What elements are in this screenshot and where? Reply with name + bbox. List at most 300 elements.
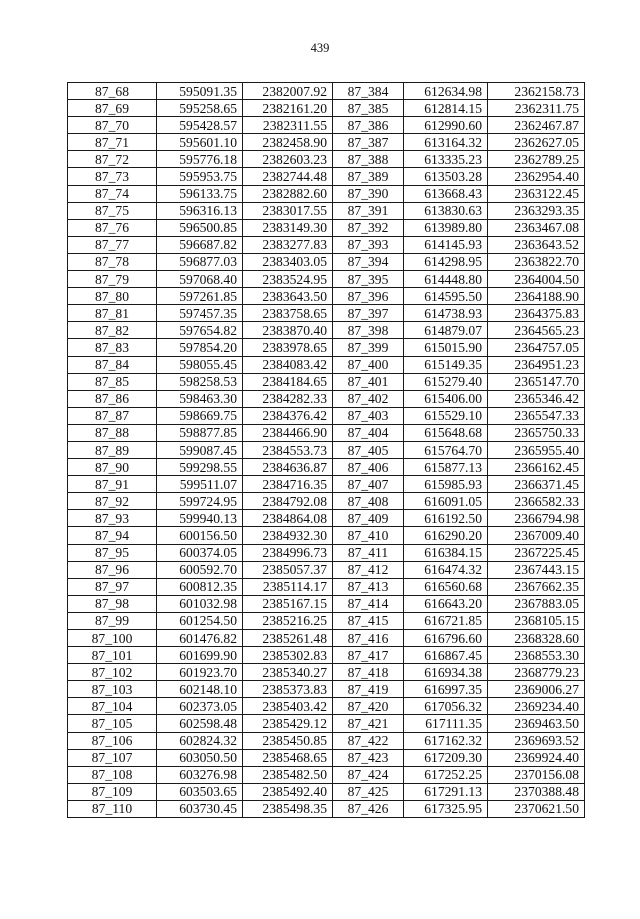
- cell-y-coordinate: 2383870.40: [243, 322, 333, 339]
- cell-x-coordinate: 595776.18: [157, 151, 243, 168]
- cell-x-coordinate: 614145.93: [404, 236, 488, 253]
- cell-point-id: 87_86: [68, 390, 157, 407]
- cell-point-id: 87_386: [333, 117, 404, 134]
- cell-x-coordinate: 602598.48: [157, 715, 243, 732]
- cell-y-coordinate: 2369924.40: [488, 749, 585, 766]
- cell-point-id: 87_410: [333, 527, 404, 544]
- cell-y-coordinate: 2366162.45: [488, 459, 585, 476]
- cell-point-id: 87_388: [333, 151, 404, 168]
- cell-point-id: 87_68: [68, 83, 157, 100]
- cell-x-coordinate: 616997.35: [404, 681, 488, 698]
- cell-y-coordinate: 2384996.73: [243, 544, 333, 561]
- table-row: [68, 373, 585, 390]
- cell-y-coordinate: 2382311.55: [243, 117, 333, 134]
- table-row: [68, 476, 585, 493]
- cell-x-coordinate: 599940.13: [157, 510, 243, 527]
- table-row: [68, 578, 585, 595]
- cell-point-id: 87_74: [68, 185, 157, 202]
- cell-point-id: 87_407: [333, 476, 404, 493]
- table-row: [68, 356, 585, 373]
- cell-y-coordinate: 2384282.33: [243, 390, 333, 407]
- table-row: [68, 783, 585, 800]
- cell-x-coordinate: 612814.15: [404, 100, 488, 117]
- cell-y-coordinate: 2368553.30: [488, 647, 585, 664]
- cell-point-id: 87_405: [333, 441, 404, 458]
- cell-point-id: 87_101: [68, 647, 157, 664]
- cell-point-id: 87_109: [68, 783, 157, 800]
- cell-point-id: 87_399: [333, 339, 404, 356]
- table-row: [68, 630, 585, 647]
- cell-point-id: 87_426: [333, 800, 404, 817]
- cell-x-coordinate: 599087.45: [157, 441, 243, 458]
- cell-point-id: 87_83: [68, 339, 157, 356]
- cell-point-id: 87_398: [333, 322, 404, 339]
- cell-y-coordinate: 2368779.23: [488, 664, 585, 681]
- cell-x-coordinate: 616290.20: [404, 527, 488, 544]
- table-row: [68, 612, 585, 629]
- table-row: [68, 493, 585, 510]
- cell-point-id: 87_95: [68, 544, 157, 561]
- cell-x-coordinate: 616721.85: [404, 612, 488, 629]
- cell-x-coordinate: 602824.32: [157, 732, 243, 749]
- cell-point-id: 87_394: [333, 253, 404, 270]
- cell-x-coordinate: 603276.98: [157, 766, 243, 783]
- cell-y-coordinate: 2385057.37: [243, 561, 333, 578]
- cell-y-coordinate: 2385498.35: [243, 800, 333, 817]
- cell-point-id: 87_384: [333, 83, 404, 100]
- cell-y-coordinate: 2385114.17: [243, 578, 333, 595]
- cell-y-coordinate: 2384792.08: [243, 493, 333, 510]
- table-row: [68, 732, 585, 749]
- cell-point-id: 87_393: [333, 236, 404, 253]
- cell-point-id: 87_81: [68, 305, 157, 322]
- cell-y-coordinate: 2369234.40: [488, 698, 585, 715]
- table-row: [68, 168, 585, 185]
- cell-y-coordinate: 2382882.60: [243, 185, 333, 202]
- cell-x-coordinate: 616192.50: [404, 510, 488, 527]
- table-row: [68, 595, 585, 612]
- cell-point-id: 87_396: [333, 288, 404, 305]
- cell-x-coordinate: 601699.90: [157, 647, 243, 664]
- cell-point-id: 87_71: [68, 134, 157, 151]
- cell-x-coordinate: 601254.50: [157, 612, 243, 629]
- cell-x-coordinate: 595601.10: [157, 134, 243, 151]
- cell-x-coordinate: 602373.05: [157, 698, 243, 715]
- table-row: [68, 288, 585, 305]
- cell-x-coordinate: 597654.82: [157, 322, 243, 339]
- cell-point-id: 87_77: [68, 236, 157, 253]
- table-row: [68, 83, 585, 100]
- cell-point-id: 87_94: [68, 527, 157, 544]
- cell-x-coordinate: 603503.65: [157, 783, 243, 800]
- cell-y-coordinate: 2382007.92: [243, 83, 333, 100]
- cell-x-coordinate: 614879.07: [404, 322, 488, 339]
- cell-x-coordinate: 616474.32: [404, 561, 488, 578]
- cell-point-id: 87_423: [333, 749, 404, 766]
- cell-point-id: 87_82: [68, 322, 157, 339]
- cell-point-id: 87_84: [68, 356, 157, 373]
- table-row: [68, 749, 585, 766]
- cell-x-coordinate: 614448.80: [404, 271, 488, 288]
- cell-y-coordinate: 2370621.50: [488, 800, 585, 817]
- cell-y-coordinate: 2385403.42: [243, 698, 333, 715]
- cell-point-id: 87_413: [333, 578, 404, 595]
- cell-point-id: 87_104: [68, 698, 157, 715]
- cell-y-coordinate: 2363822.70: [488, 253, 585, 270]
- cell-y-coordinate: 2362158.73: [488, 83, 585, 100]
- cell-point-id: 87_416: [333, 630, 404, 647]
- cell-x-coordinate: 596500.85: [157, 219, 243, 236]
- cell-x-coordinate: 613989.80: [404, 219, 488, 236]
- cell-point-id: 87_397: [333, 305, 404, 322]
- cell-y-coordinate: 2365750.33: [488, 424, 585, 441]
- table-row: [68, 459, 585, 476]
- cell-y-coordinate: 2365346.42: [488, 390, 585, 407]
- cell-y-coordinate: 2382458.90: [243, 134, 333, 151]
- cell-y-coordinate: 2382744.48: [243, 168, 333, 185]
- cell-x-coordinate: 616384.15: [404, 544, 488, 561]
- cell-point-id: 87_406: [333, 459, 404, 476]
- cell-x-coordinate: 597457.35: [157, 305, 243, 322]
- cell-y-coordinate: 2362954.40: [488, 168, 585, 185]
- cell-x-coordinate: 603050.50: [157, 749, 243, 766]
- table-row: [68, 219, 585, 236]
- cell-point-id: 87_103: [68, 681, 157, 698]
- cell-point-id: 87_93: [68, 510, 157, 527]
- cell-x-coordinate: 595091.35: [157, 83, 243, 100]
- table-row: [68, 800, 585, 817]
- table-row: [68, 698, 585, 715]
- cell-x-coordinate: 598669.75: [157, 407, 243, 424]
- cell-x-coordinate: 597854.20: [157, 339, 243, 356]
- cell-x-coordinate: 596687.82: [157, 236, 243, 253]
- cell-point-id: 87_408: [333, 493, 404, 510]
- cell-x-coordinate: 602148.10: [157, 681, 243, 698]
- cell-point-id: 87_390: [333, 185, 404, 202]
- cell-point-id: 87_417: [333, 647, 404, 664]
- cell-point-id: 87_69: [68, 100, 157, 117]
- cell-y-coordinate: 2362627.05: [488, 134, 585, 151]
- cell-y-coordinate: 2383149.30: [243, 219, 333, 236]
- cell-point-id: 87_108: [68, 766, 157, 783]
- cell-x-coordinate: 595428.57: [157, 117, 243, 134]
- cell-x-coordinate: 599724.95: [157, 493, 243, 510]
- cell-y-coordinate: 2385482.50: [243, 766, 333, 783]
- cell-point-id: 87_78: [68, 253, 157, 270]
- cell-x-coordinate: 617252.25: [404, 766, 488, 783]
- cell-y-coordinate: 2382161.20: [243, 100, 333, 117]
- cell-y-coordinate: 2367883.05: [488, 595, 585, 612]
- cell-y-coordinate: 2385167.15: [243, 595, 333, 612]
- coordinates-table-body: [68, 83, 585, 818]
- cell-point-id: 87_414: [333, 595, 404, 612]
- cell-y-coordinate: 2368105.15: [488, 612, 585, 629]
- cell-point-id: 87_391: [333, 202, 404, 219]
- cell-x-coordinate: 615406.00: [404, 390, 488, 407]
- cell-point-id: 87_424: [333, 766, 404, 783]
- cell-x-coordinate: 614595.50: [404, 288, 488, 305]
- cell-x-coordinate: 615985.93: [404, 476, 488, 493]
- cell-point-id: 87_92: [68, 493, 157, 510]
- cell-y-coordinate: 2384184.65: [243, 373, 333, 390]
- cell-x-coordinate: 599298.55: [157, 459, 243, 476]
- cell-x-coordinate: 596877.03: [157, 253, 243, 270]
- cell-x-coordinate: 614298.95: [404, 253, 488, 270]
- cell-x-coordinate: 613668.43: [404, 185, 488, 202]
- cell-x-coordinate: 614738.93: [404, 305, 488, 322]
- cell-point-id: 87_91: [68, 476, 157, 493]
- cell-point-id: 87_87: [68, 407, 157, 424]
- cell-point-id: 87_98: [68, 595, 157, 612]
- table-row: [68, 715, 585, 732]
- cell-x-coordinate: 600812.35: [157, 578, 243, 595]
- cell-x-coordinate: 598463.30: [157, 390, 243, 407]
- cell-y-coordinate: 2382603.23: [243, 151, 333, 168]
- cell-y-coordinate: 2364188.90: [488, 288, 585, 305]
- cell-y-coordinate: 2385468.65: [243, 749, 333, 766]
- cell-x-coordinate: 601476.82: [157, 630, 243, 647]
- cell-x-coordinate: 616560.68: [404, 578, 488, 595]
- cell-point-id: 87_105: [68, 715, 157, 732]
- cell-x-coordinate: 616643.20: [404, 595, 488, 612]
- cell-y-coordinate: 2384083.42: [243, 356, 333, 373]
- cell-x-coordinate: 595953.75: [157, 168, 243, 185]
- cell-point-id: 87_100: [68, 630, 157, 647]
- table-row: [68, 134, 585, 151]
- cell-y-coordinate: 2383758.65: [243, 305, 333, 322]
- cell-y-coordinate: 2364565.23: [488, 322, 585, 339]
- cell-point-id: 87_401: [333, 373, 404, 390]
- cell-point-id: 87_96: [68, 561, 157, 578]
- cell-point-id: 87_422: [333, 732, 404, 749]
- cell-y-coordinate: 2383277.83: [243, 236, 333, 253]
- cell-point-id: 87_403: [333, 407, 404, 424]
- cell-point-id: 87_97: [68, 578, 157, 595]
- table-row: [68, 236, 585, 253]
- cell-y-coordinate: 2365147.70: [488, 373, 585, 390]
- cell-point-id: 87_411: [333, 544, 404, 561]
- cell-y-coordinate: 2385492.40: [243, 783, 333, 800]
- cell-x-coordinate: 598055.45: [157, 356, 243, 373]
- cell-point-id: 87_385: [333, 100, 404, 117]
- cell-y-coordinate: 2383403.05: [243, 253, 333, 270]
- table-row: [68, 390, 585, 407]
- table-row: [68, 544, 585, 561]
- cell-point-id: 87_404: [333, 424, 404, 441]
- table-row: [68, 407, 585, 424]
- cell-x-coordinate: 613335.23: [404, 151, 488, 168]
- cell-point-id: 87_387: [333, 134, 404, 151]
- cell-y-coordinate: 2385261.48: [243, 630, 333, 647]
- cell-y-coordinate: 2363643.52: [488, 236, 585, 253]
- cell-x-coordinate: 597261.85: [157, 288, 243, 305]
- cell-x-coordinate: 613503.28: [404, 168, 488, 185]
- cell-x-coordinate: 596316.13: [157, 202, 243, 219]
- cell-point-id: 87_400: [333, 356, 404, 373]
- cell-x-coordinate: 615529.10: [404, 407, 488, 424]
- cell-x-coordinate: 603730.45: [157, 800, 243, 817]
- cell-y-coordinate: 2385373.83: [243, 681, 333, 698]
- cell-x-coordinate: 617056.32: [404, 698, 488, 715]
- cell-y-coordinate: 2362789.25: [488, 151, 585, 168]
- cell-point-id: 87_389: [333, 168, 404, 185]
- table-row: [68, 100, 585, 117]
- cell-x-coordinate: 615149.35: [404, 356, 488, 373]
- table-row: [68, 681, 585, 698]
- cell-y-coordinate: 2369693.52: [488, 732, 585, 749]
- cell-x-coordinate: 617111.35: [404, 715, 488, 732]
- cell-point-id: 87_72: [68, 151, 157, 168]
- cell-y-coordinate: 2385450.85: [243, 732, 333, 749]
- table-row: [68, 441, 585, 458]
- cell-y-coordinate: 2384932.30: [243, 527, 333, 544]
- cell-point-id: 87_419: [333, 681, 404, 698]
- cell-y-coordinate: 2384553.73: [243, 441, 333, 458]
- table-row: [68, 271, 585, 288]
- cell-x-coordinate: 597068.40: [157, 271, 243, 288]
- cell-y-coordinate: 2370388.48: [488, 783, 585, 800]
- cell-x-coordinate: 617162.32: [404, 732, 488, 749]
- cell-x-coordinate: 601923.70: [157, 664, 243, 681]
- cell-x-coordinate: 616934.38: [404, 664, 488, 681]
- cell-x-coordinate: 615764.70: [404, 441, 488, 458]
- cell-point-id: 87_90: [68, 459, 157, 476]
- cell-y-coordinate: 2383017.55: [243, 202, 333, 219]
- cell-point-id: 87_107: [68, 749, 157, 766]
- cell-x-coordinate: 612634.98: [404, 83, 488, 100]
- cell-y-coordinate: 2385340.27: [243, 664, 333, 681]
- table-row: [68, 202, 585, 219]
- cell-point-id: 87_409: [333, 510, 404, 527]
- table-row: [68, 253, 585, 270]
- cell-y-coordinate: 2385429.12: [243, 715, 333, 732]
- cell-y-coordinate: 2363122.45: [488, 185, 585, 202]
- cell-y-coordinate: 2383643.50: [243, 288, 333, 305]
- table-row: [68, 664, 585, 681]
- table-row: [68, 185, 585, 202]
- table-row: [68, 561, 585, 578]
- cell-x-coordinate: 617209.30: [404, 749, 488, 766]
- coordinates-table: [67, 82, 585, 818]
- cell-y-coordinate: 2384466.90: [243, 424, 333, 441]
- cell-y-coordinate: 2367662.35: [488, 578, 585, 595]
- cell-x-coordinate: 616796.60: [404, 630, 488, 647]
- cell-y-coordinate: 2366794.98: [488, 510, 585, 527]
- table-row: [68, 766, 585, 783]
- cell-y-coordinate: 2370156.08: [488, 766, 585, 783]
- cell-y-coordinate: 2365955.40: [488, 441, 585, 458]
- page-number: 439: [310, 41, 330, 55]
- cell-point-id: 87_425: [333, 783, 404, 800]
- cell-x-coordinate: 613830.63: [404, 202, 488, 219]
- cell-point-id: 87_76: [68, 219, 157, 236]
- cell-y-coordinate: 2384636.87: [243, 459, 333, 476]
- cell-y-coordinate: 2363467.08: [488, 219, 585, 236]
- cell-point-id: 87_70: [68, 117, 157, 134]
- table-row: [68, 510, 585, 527]
- cell-x-coordinate: 615279.40: [404, 373, 488, 390]
- cell-y-coordinate: 2367225.45: [488, 544, 585, 561]
- cell-x-coordinate: 617291.13: [404, 783, 488, 800]
- cell-x-coordinate: 600156.50: [157, 527, 243, 544]
- cell-x-coordinate: 616867.45: [404, 647, 488, 664]
- cell-y-coordinate: 2384716.35: [243, 476, 333, 493]
- cell-point-id: 87_412: [333, 561, 404, 578]
- cell-point-id: 87_421: [333, 715, 404, 732]
- cell-x-coordinate: 613164.32: [404, 134, 488, 151]
- cell-x-coordinate: 600374.05: [157, 544, 243, 561]
- table-row: [68, 151, 585, 168]
- cell-point-id: 87_102: [68, 664, 157, 681]
- cell-x-coordinate: 596133.75: [157, 185, 243, 202]
- cell-y-coordinate: 2383978.65: [243, 339, 333, 356]
- cell-y-coordinate: 2365547.33: [488, 407, 585, 424]
- cell-y-coordinate: 2383524.95: [243, 271, 333, 288]
- cell-y-coordinate: 2364375.83: [488, 305, 585, 322]
- cell-y-coordinate: 2369006.27: [488, 681, 585, 698]
- cell-x-coordinate: 615015.90: [404, 339, 488, 356]
- cell-point-id: 87_75: [68, 202, 157, 219]
- cell-point-id: 87_79: [68, 271, 157, 288]
- cell-point-id: 87_395: [333, 271, 404, 288]
- cell-y-coordinate: 2385216.25: [243, 612, 333, 629]
- cell-x-coordinate: 615648.68: [404, 424, 488, 441]
- table-row: [68, 322, 585, 339]
- cell-y-coordinate: 2384376.42: [243, 407, 333, 424]
- cell-x-coordinate: 612990.60: [404, 117, 488, 134]
- cell-x-coordinate: 598877.85: [157, 424, 243, 441]
- cell-y-coordinate: 2364951.23: [488, 356, 585, 373]
- cell-y-coordinate: 2367009.40: [488, 527, 585, 544]
- cell-y-coordinate: 2363293.35: [488, 202, 585, 219]
- cell-y-coordinate: 2369463.50: [488, 715, 585, 732]
- table-row: [68, 339, 585, 356]
- cell-point-id: 87_420: [333, 698, 404, 715]
- cell-y-coordinate: 2367443.15: [488, 561, 585, 578]
- cell-point-id: 87_415: [333, 612, 404, 629]
- cell-point-id: 87_418: [333, 664, 404, 681]
- cell-y-coordinate: 2362467.87: [488, 117, 585, 134]
- cell-x-coordinate: 617325.95: [404, 800, 488, 817]
- table-row: [68, 117, 585, 134]
- cell-y-coordinate: 2364757.05: [488, 339, 585, 356]
- cell-point-id: 87_402: [333, 390, 404, 407]
- cell-y-coordinate: 2362311.75: [488, 100, 585, 117]
- cell-point-id: 87_80: [68, 288, 157, 305]
- cell-y-coordinate: 2385302.83: [243, 647, 333, 664]
- cell-x-coordinate: 595258.65: [157, 100, 243, 117]
- cell-y-coordinate: 2366371.45: [488, 476, 585, 493]
- cell-point-id: 87_88: [68, 424, 157, 441]
- cell-x-coordinate: 598258.53: [157, 373, 243, 390]
- cell-x-coordinate: 600592.70: [157, 561, 243, 578]
- table-row: [68, 305, 585, 322]
- cell-x-coordinate: 599511.07: [157, 476, 243, 493]
- cell-x-coordinate: 615877.13: [404, 459, 488, 476]
- cell-y-coordinate: 2364004.50: [488, 271, 585, 288]
- cell-point-id: 87_106: [68, 732, 157, 749]
- cell-y-coordinate: 2384864.08: [243, 510, 333, 527]
- cell-y-coordinate: 2368328.60: [488, 630, 585, 647]
- cell-y-coordinate: 2366582.33: [488, 493, 585, 510]
- cell-point-id: 87_73: [68, 168, 157, 185]
- cell-x-coordinate: 616091.05: [404, 493, 488, 510]
- cell-point-id: 87_110: [68, 800, 157, 817]
- cell-point-id: 87_392: [333, 219, 404, 236]
- table-row: [68, 647, 585, 664]
- table-row: [68, 527, 585, 544]
- cell-point-id: 87_89: [68, 441, 157, 458]
